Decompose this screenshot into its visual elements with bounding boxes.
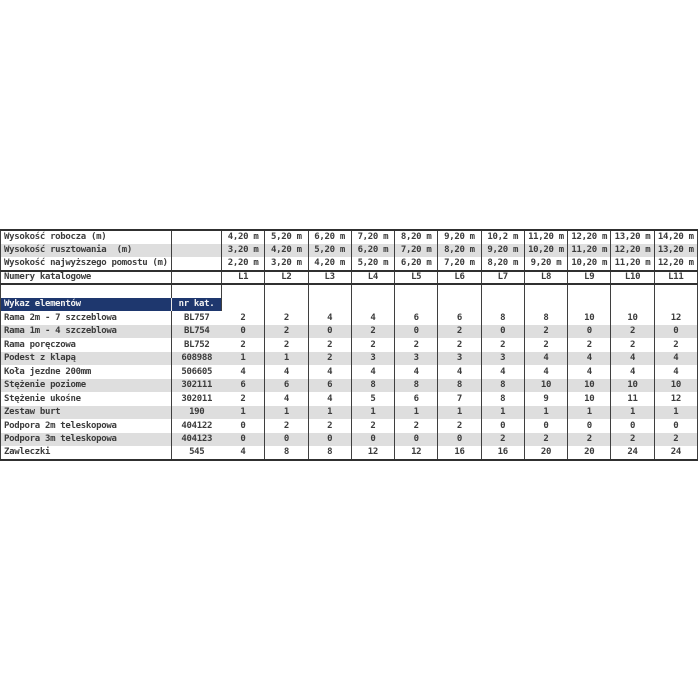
row-label: Wysokość najwyższego pomostu (m) <box>1 257 172 271</box>
quantity-value: 2 <box>611 433 654 447</box>
empty-cell <box>172 284 222 298</box>
quantity-value: 0 <box>395 325 438 339</box>
element-name: Podpora 3m teleskopowa <box>1 433 172 447</box>
quantity-value: 2 <box>395 419 438 433</box>
catalog-number: L9 <box>568 271 611 285</box>
nr-kat-header: nr kat. <box>172 298 222 312</box>
empty-cell <box>1 284 172 298</box>
quantity-value: 0 <box>481 325 524 339</box>
empty-cell <box>481 298 524 312</box>
quantity-value: 2 <box>308 419 351 433</box>
empty-cell <box>395 298 438 312</box>
element-catalog-number: 545 <box>189 447 205 458</box>
quantity-value: 1 <box>611 406 654 420</box>
quantity-value: 24 <box>611 446 654 460</box>
empty-cell <box>172 230 222 244</box>
height-value: 4,20 m <box>222 230 265 244</box>
quantity-value: 8 <box>524 311 567 325</box>
height-value: 14,20 m <box>654 230 697 244</box>
spacer-row <box>1 284 698 298</box>
quantity-value: 24 <box>654 446 697 460</box>
quantity-value: 1 <box>395 406 438 420</box>
height-value: 11,20 m <box>611 257 654 271</box>
quantity-value: 0 <box>222 325 265 339</box>
height-value: 12,20 m <box>654 257 697 271</box>
section-title: Wykaz elementów <box>1 298 172 312</box>
quantity-value: 0 <box>222 433 265 447</box>
empty-cell <box>222 284 265 298</box>
quantity-value: 4 <box>568 365 611 379</box>
catalog-number: L6 <box>438 271 481 285</box>
quantity-value: 1 <box>438 406 481 420</box>
quantity-value: 4 <box>654 365 697 379</box>
quantity-value: 3 <box>481 352 524 366</box>
element-catalog-number: 506605 <box>181 366 213 377</box>
quantity-value: 0 <box>568 325 611 339</box>
quantity-value: 8 <box>481 392 524 406</box>
quantity-value: 2 <box>438 419 481 433</box>
element-catalog-number: BL752 <box>183 339 210 350</box>
element-catalog-number: 190 <box>172 406 222 420</box>
quantity-value: 1 <box>222 352 265 366</box>
quantity-value: 9 <box>524 392 567 406</box>
element-name: Stężenie ukośne <box>1 392 172 406</box>
quantity-value: 2 <box>222 311 265 325</box>
catalog-number: L7 <box>481 271 524 285</box>
empty-cell <box>222 298 265 312</box>
element-catalog-number: 608988 <box>172 352 222 366</box>
quantity-value: 2 <box>265 419 308 433</box>
quantity-value: 2 <box>524 325 567 339</box>
quantity-value: 8 <box>481 311 524 325</box>
element-row <box>1 379 698 393</box>
element-catalog-number: 302011 <box>181 393 213 404</box>
height-value: 8,20 m <box>481 257 524 271</box>
quantity-value: 2 <box>568 338 611 352</box>
quantity-value: 6 <box>395 311 438 325</box>
quantity-value: 1 <box>524 406 567 420</box>
quantity-value: 4 <box>654 352 697 366</box>
quantity-value: 0 <box>222 419 265 433</box>
element-catalog-number: 404122 <box>181 420 213 431</box>
quantity-value: 1 <box>308 406 351 420</box>
height-value: 9,20 m <box>481 244 524 258</box>
quantity-value: 2 <box>222 392 265 406</box>
element-catalog-number: 404123 <box>172 433 222 447</box>
quantity-value: 0 <box>524 419 567 433</box>
catalog-number: L4 <box>351 271 394 285</box>
quantity-value: 1 <box>568 406 611 420</box>
element-name: Stężenie poziome <box>1 379 172 393</box>
height-value: 3,20 m <box>265 257 308 271</box>
quantity-value: 2 <box>395 338 438 352</box>
empty-cell <box>524 298 567 312</box>
empty-cell <box>524 284 567 298</box>
quantity-value: 8 <box>308 446 351 460</box>
quantity-value: 0 <box>395 433 438 447</box>
quantity-value: 4 <box>222 446 265 460</box>
empty-cell <box>308 284 351 298</box>
quantity-value: 4 <box>308 365 351 379</box>
quantity-value: 2 <box>265 311 308 325</box>
row-label: Numery katalogowe <box>1 271 172 285</box>
quantity-value: 0 <box>611 419 654 433</box>
quantity-value: 10 <box>568 392 611 406</box>
height-value: 10,20 m <box>568 257 611 271</box>
empty-cell <box>611 284 654 298</box>
element-row <box>1 419 698 433</box>
quantity-value: 0 <box>654 419 697 433</box>
quantity-value: 2 <box>308 352 351 366</box>
quantity-value: 2 <box>265 325 308 339</box>
height-row <box>1 257 698 271</box>
catalog-number: L1 <box>222 271 265 285</box>
quantity-value: 8 <box>438 379 481 393</box>
height-value: 11,20 m <box>524 230 567 244</box>
catalog-number: L5 <box>395 271 438 285</box>
empty-cell <box>481 284 524 298</box>
element-name: Rama 1m - 4 szczeblowa <box>1 325 172 339</box>
empty-cell <box>351 284 394 298</box>
quantity-value: 1 <box>265 352 308 366</box>
table-body <box>1 230 698 460</box>
height-value: 9,20 m <box>438 230 481 244</box>
quantity-value: 6 <box>438 311 481 325</box>
element-catalog-number: BL754 <box>172 325 222 339</box>
row-label: Wysokość robocza (m) <box>1 230 172 244</box>
quantity-value: 1 <box>222 406 265 420</box>
quantity-value: 12 <box>654 392 697 406</box>
quantity-value: 2 <box>308 338 351 352</box>
quantity-value: 2 <box>524 433 567 447</box>
element-row <box>1 311 698 325</box>
empty-cell <box>568 298 611 312</box>
quantity-value: 2 <box>654 338 697 352</box>
height-value: 4,20 m <box>308 257 351 271</box>
element-row <box>1 365 698 379</box>
quantity-value: 2 <box>611 338 654 352</box>
height-value: 12,20 m <box>611 244 654 258</box>
height-value: 6,20 m <box>395 257 438 271</box>
element-row <box>1 392 698 406</box>
empty-cell <box>568 284 611 298</box>
height-value: 10,2 m <box>481 230 524 244</box>
catalog-number: L3 <box>308 271 351 285</box>
quantity-value: 4 <box>438 365 481 379</box>
quantity-value: 12 <box>395 446 438 460</box>
quantity-value: 2 <box>351 325 394 339</box>
quantity-value: 2 <box>351 419 394 433</box>
height-value: 13,20 m <box>654 244 697 258</box>
quantity-value: 1 <box>265 406 308 420</box>
height-value: 13,20 m <box>611 230 654 244</box>
quantity-value: 16 <box>438 446 481 460</box>
catalog-number: L8 <box>524 271 567 285</box>
quantity-value: 12 <box>351 446 394 460</box>
empty-cell <box>438 298 481 312</box>
height-value: 5,20 m <box>351 257 394 271</box>
height-value: 3,20 m <box>222 244 265 258</box>
catalog-number: L11 <box>654 271 697 285</box>
quantity-value: 2 <box>351 338 394 352</box>
empty-cell <box>654 298 697 312</box>
quantity-value: 2 <box>611 325 654 339</box>
height-value: 9,20 m <box>524 257 567 271</box>
height-value: 6,20 m <box>308 230 351 244</box>
height-value: 5,20 m <box>308 244 351 258</box>
empty-cell <box>265 284 308 298</box>
height-value: 8,20 m <box>438 244 481 258</box>
height-value: 7,20 m <box>351 230 394 244</box>
quantity-value: 8 <box>395 379 438 393</box>
catalog-number: L2 <box>265 271 308 285</box>
quantity-value: 16 <box>481 446 524 460</box>
section-header-row <box>1 298 698 312</box>
element-row <box>1 433 698 447</box>
empty-cell <box>172 257 222 271</box>
quantity-value: 4 <box>265 365 308 379</box>
quantity-value: 0 <box>308 325 351 339</box>
quantity-value: 4 <box>568 352 611 366</box>
quantity-value: 0 <box>568 419 611 433</box>
quantity-value: 0 <box>265 433 308 447</box>
height-value: 7,20 m <box>438 257 481 271</box>
element-name: Zestaw burt <box>1 406 172 420</box>
quantity-value: 2 <box>481 433 524 447</box>
empty-cell <box>265 298 308 312</box>
element-row <box>1 406 698 420</box>
quantity-value: 10 <box>524 379 567 393</box>
quantity-value: 6 <box>308 379 351 393</box>
quantity-value: 2 <box>265 338 308 352</box>
quantity-value: 4 <box>611 352 654 366</box>
quantity-value: 10 <box>654 379 697 393</box>
scaffold-parts-table <box>0 229 698 461</box>
quantity-value: 6 <box>265 379 308 393</box>
height-row <box>1 230 698 244</box>
height-value: 7,20 m <box>395 244 438 258</box>
quantity-value: 2 <box>481 338 524 352</box>
quantity-value: 12 <box>654 311 697 325</box>
quantity-value: 4 <box>351 365 394 379</box>
empty-cell <box>654 284 697 298</box>
quantity-value: 10 <box>611 379 654 393</box>
catalog-numbers-row <box>1 271 698 285</box>
quantity-value: 4 <box>524 352 567 366</box>
empty-cell <box>351 298 394 312</box>
element-name: Rama 2m - 7 szczeblowa <box>1 311 172 325</box>
quantity-value: 4 <box>308 311 351 325</box>
height-value: 2,20 m <box>222 257 265 271</box>
quantity-value: 10 <box>568 311 611 325</box>
quantity-value: 5 <box>351 392 394 406</box>
quantity-value: 0 <box>351 433 394 447</box>
element-name: Koła jezdne 200mm <box>1 365 172 379</box>
quantity-value: 10 <box>568 379 611 393</box>
empty-cell <box>172 271 222 285</box>
element-catalog-number: 302111 <box>172 379 222 393</box>
quantity-value: 4 <box>524 365 567 379</box>
quantity-value: 6 <box>395 392 438 406</box>
quantity-value: 2 <box>222 338 265 352</box>
quantity-value: 1 <box>654 406 697 420</box>
quantity-value: 4 <box>308 392 351 406</box>
element-catalog-number: BL757 <box>183 312 210 323</box>
height-value: 6,20 m <box>351 244 394 258</box>
quantity-value: 0 <box>438 433 481 447</box>
element-row <box>1 446 698 460</box>
element-row <box>1 338 698 352</box>
catalog-number: L10 <box>611 271 654 285</box>
height-value: 5,20 m <box>265 230 308 244</box>
empty-cell <box>172 244 222 258</box>
quantity-value: 1 <box>351 406 394 420</box>
quantity-value: 3 <box>438 352 481 366</box>
quantity-value: 20 <box>568 446 611 460</box>
quantity-value: 6 <box>222 379 265 393</box>
height-value: 10,20 m <box>524 244 567 258</box>
quantity-value: 2 <box>568 433 611 447</box>
quantity-value: 4 <box>222 365 265 379</box>
empty-cell <box>438 284 481 298</box>
empty-cell <box>611 298 654 312</box>
quantity-value: 7 <box>438 392 481 406</box>
quantity-value: 2 <box>438 338 481 352</box>
quantity-value: 3 <box>395 352 438 366</box>
quantity-value: 20 <box>524 446 567 460</box>
element-name: Podpora 2m teleskopowa <box>1 419 172 433</box>
element-row <box>1 352 698 366</box>
empty-cell <box>395 284 438 298</box>
element-name: Rama poręczowa <box>1 338 172 352</box>
element-name: Zawleczki <box>1 446 172 460</box>
height-value: 4,20 m <box>265 244 308 258</box>
element-row <box>1 325 698 339</box>
quantity-value: 4 <box>481 365 524 379</box>
quantity-value: 8 <box>481 379 524 393</box>
quantity-value: 0 <box>481 419 524 433</box>
quantity-value: 2 <box>524 338 567 352</box>
height-row <box>1 244 698 258</box>
quantity-value: 3 <box>351 352 394 366</box>
quantity-value: 11 <box>611 392 654 406</box>
quantity-value: 8 <box>351 379 394 393</box>
quantity-value: 8 <box>265 446 308 460</box>
quantity-value: 0 <box>308 433 351 447</box>
height-value: 8,20 m <box>395 230 438 244</box>
height-value: 12,20 m <box>568 230 611 244</box>
quantity-value: 0 <box>654 325 697 339</box>
row-label: Wysokość rusztowania (m) <box>1 244 172 258</box>
quantity-value: 4 <box>351 311 394 325</box>
quantity-value: 10 <box>611 311 654 325</box>
element-name: Podest z klapą <box>1 352 172 366</box>
quantity-value: 4 <box>611 365 654 379</box>
quantity-value: 4 <box>395 365 438 379</box>
quantity-value: 2 <box>438 325 481 339</box>
empty-cell <box>308 298 351 312</box>
quantity-value: 1 <box>481 406 524 420</box>
quantity-value: 2 <box>654 433 697 447</box>
height-value: 11,20 m <box>568 244 611 258</box>
quantity-value: 4 <box>265 392 308 406</box>
